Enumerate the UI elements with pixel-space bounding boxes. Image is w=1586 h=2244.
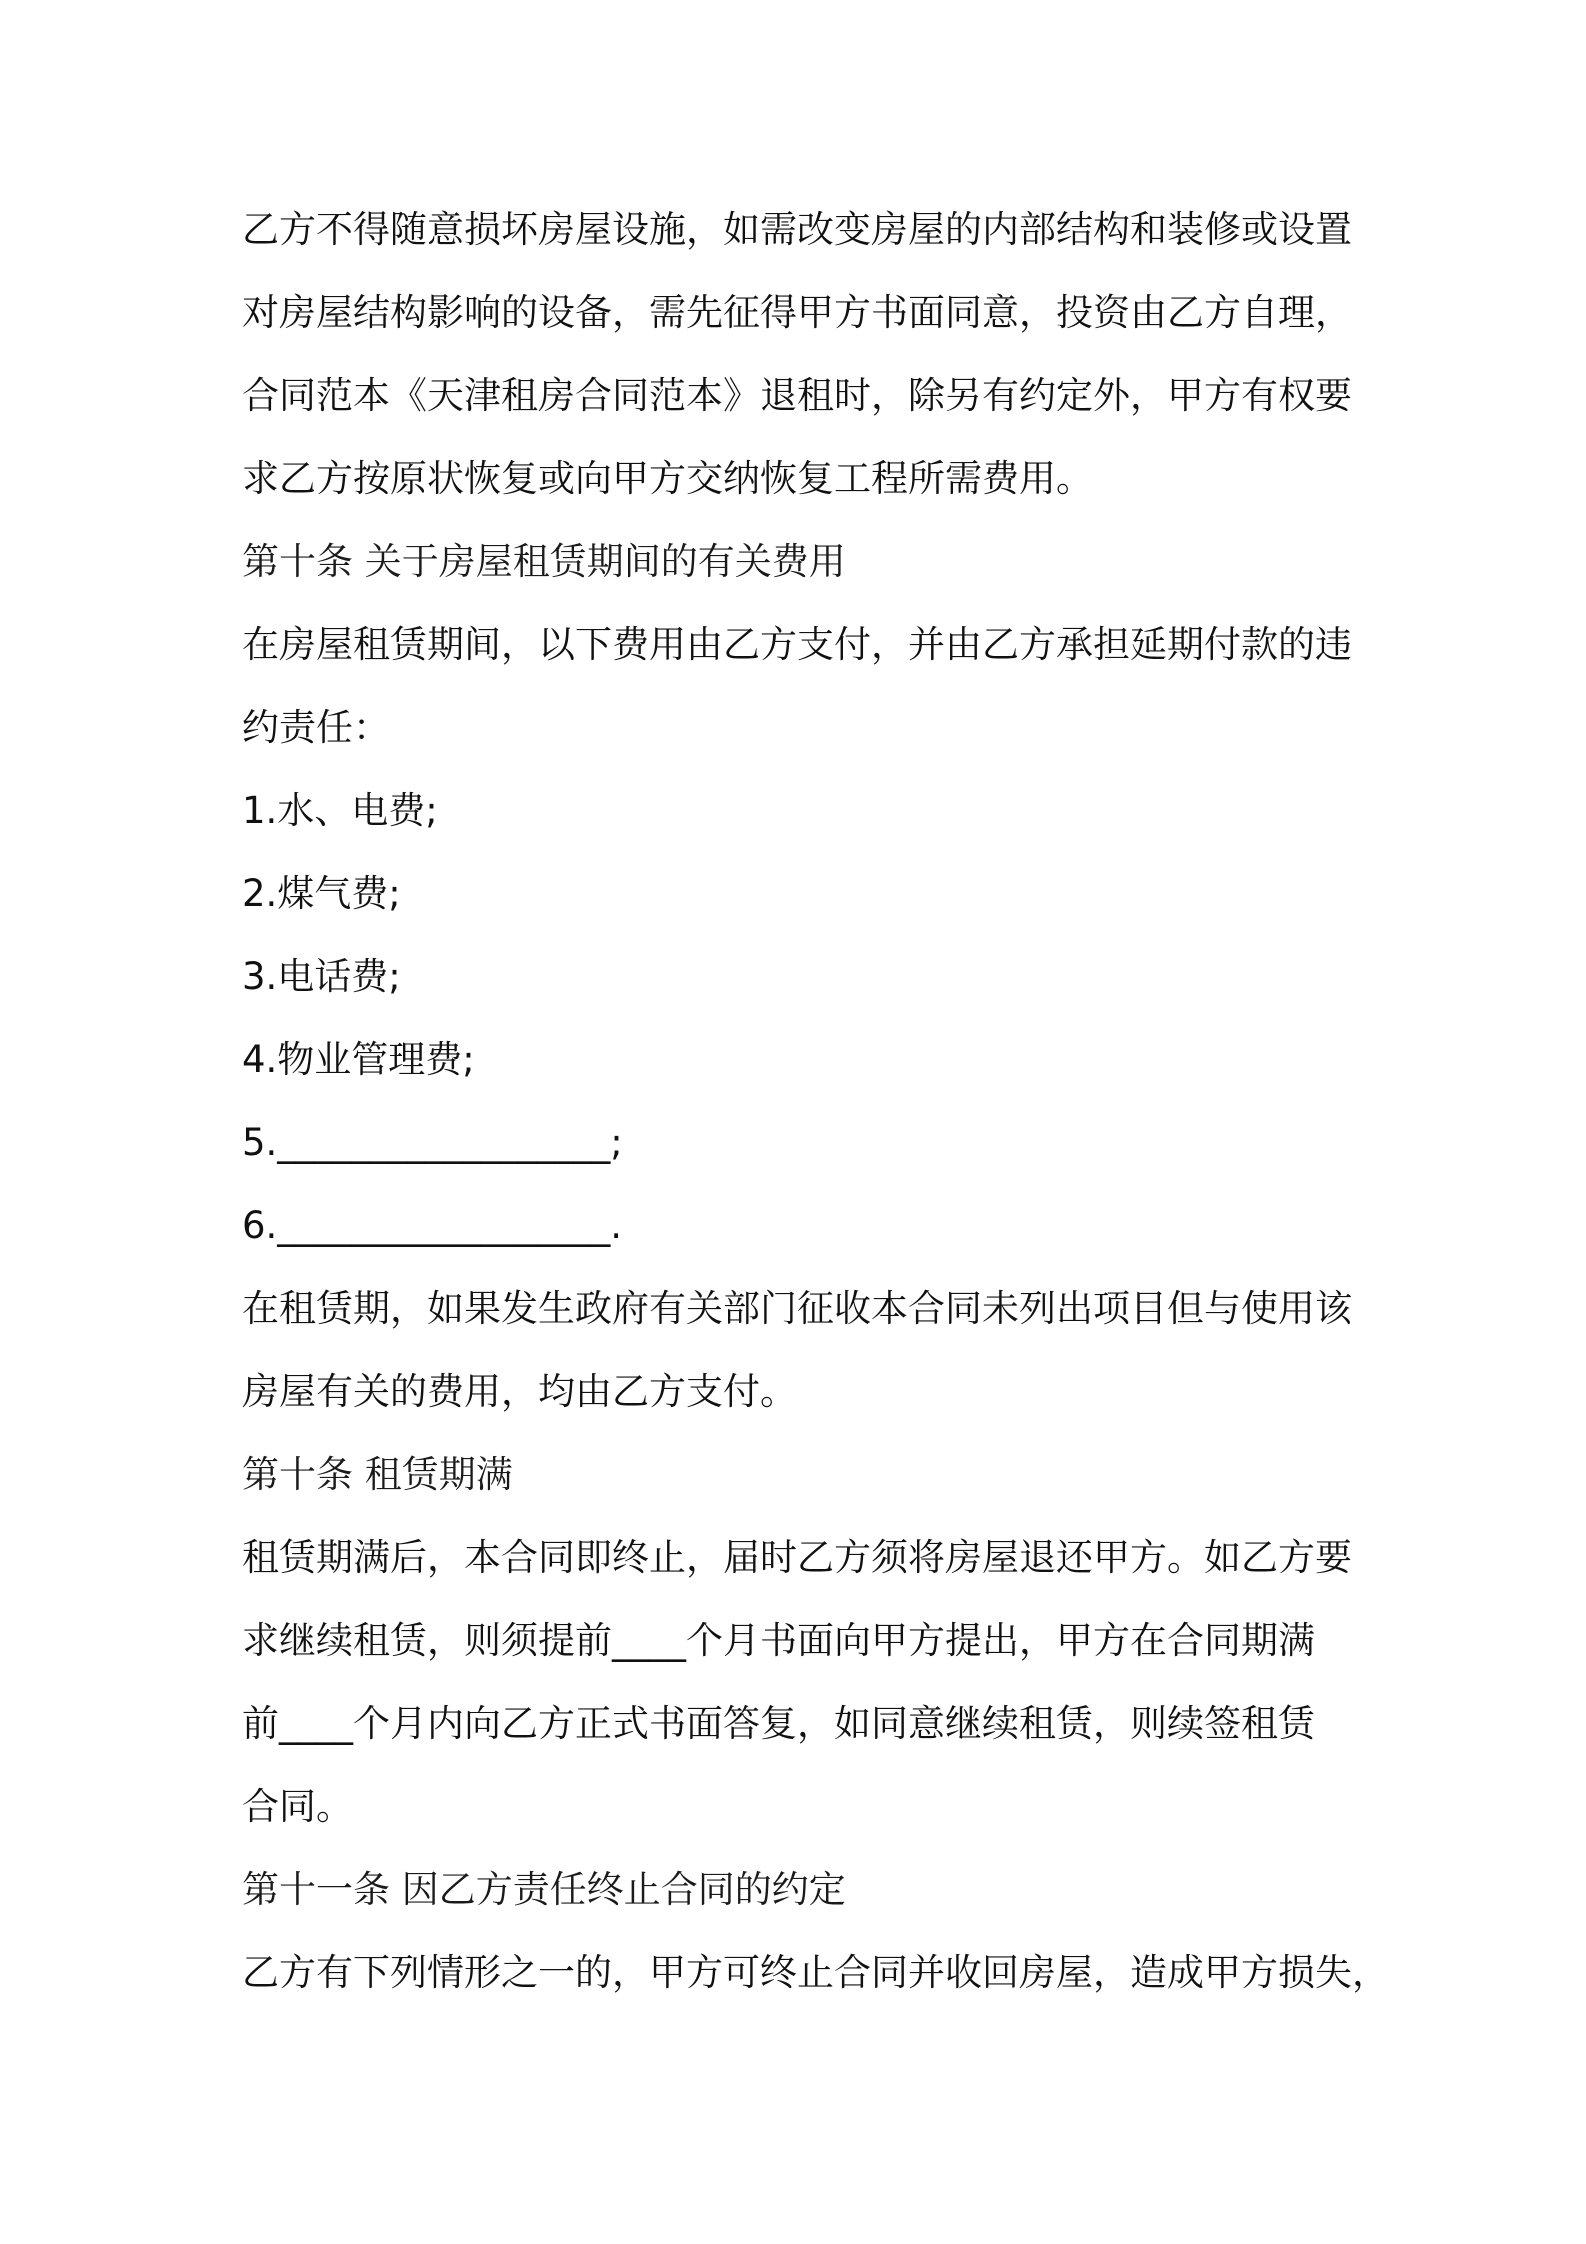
section-heading: 第十一条 因乙方责任终止合同的约定 [242,1868,846,1911]
paragraph-line: 约责任： [242,706,390,749]
list-item: 1.水、电费; [242,789,438,832]
list-item: 3.电话费; [242,955,401,998]
list-item: 2.煤气费; [242,872,401,915]
paragraph-line: 对房屋结构影响的设备，需先征得甲方书面同意，投资由乙方自理， [242,291,1352,334]
paragraph-line: 乙方有下列情形之一的，甲方可终止合同并收回房屋，造成甲方损失， [242,1951,1389,1994]
paragraph-line: 在租赁期，如果发生政府有关部门征收本合同未列出项目但与使用该 [242,1287,1352,1330]
paragraph-line: 求乙方按原状恢复或向甲方交纳恢复工程所需费用。 [242,457,1093,500]
paragraph-line: 房屋有关的费用，均由乙方支付。 [242,1370,797,1413]
section-heading: 第十条 关于房屋租赁期间的有关费用 [242,540,846,583]
paragraph-line: 在房屋租赁期间，以下费用由乙方支付，并由乙方承担延期付款的违 [242,623,1352,666]
list-item-blank: 6.__________________. [242,1204,623,1247]
paragraph-line: 前____个月内向乙方正式书面答复，如同意继续租赁，则续签租赁 [242,1702,1315,1745]
section-heading: 第十条 租赁期满 [242,1453,513,1496]
list-item: 4.物业管理费; [242,1038,475,1081]
paragraph-line: 合同范本《天津租房合同范本》退租时，除另有约定外，甲方有权要 [242,374,1352,417]
list-item-blank: 5.__________________; [242,1121,623,1164]
paragraph-line: 租赁期满后，本合同即终止，届时乙方须将房屋退还甲方。如乙方要 [242,1536,1352,1579]
paragraph-line: 合同。 [242,1785,353,1828]
paragraph-line: 求继续租赁，则须提前____个月书面向甲方提出，甲方在合同期满 [242,1619,1315,1662]
paragraph-line: 乙方不得随意损坏房屋设施，如需改变房屋的内部结构和装修或设置 [242,208,1352,251]
